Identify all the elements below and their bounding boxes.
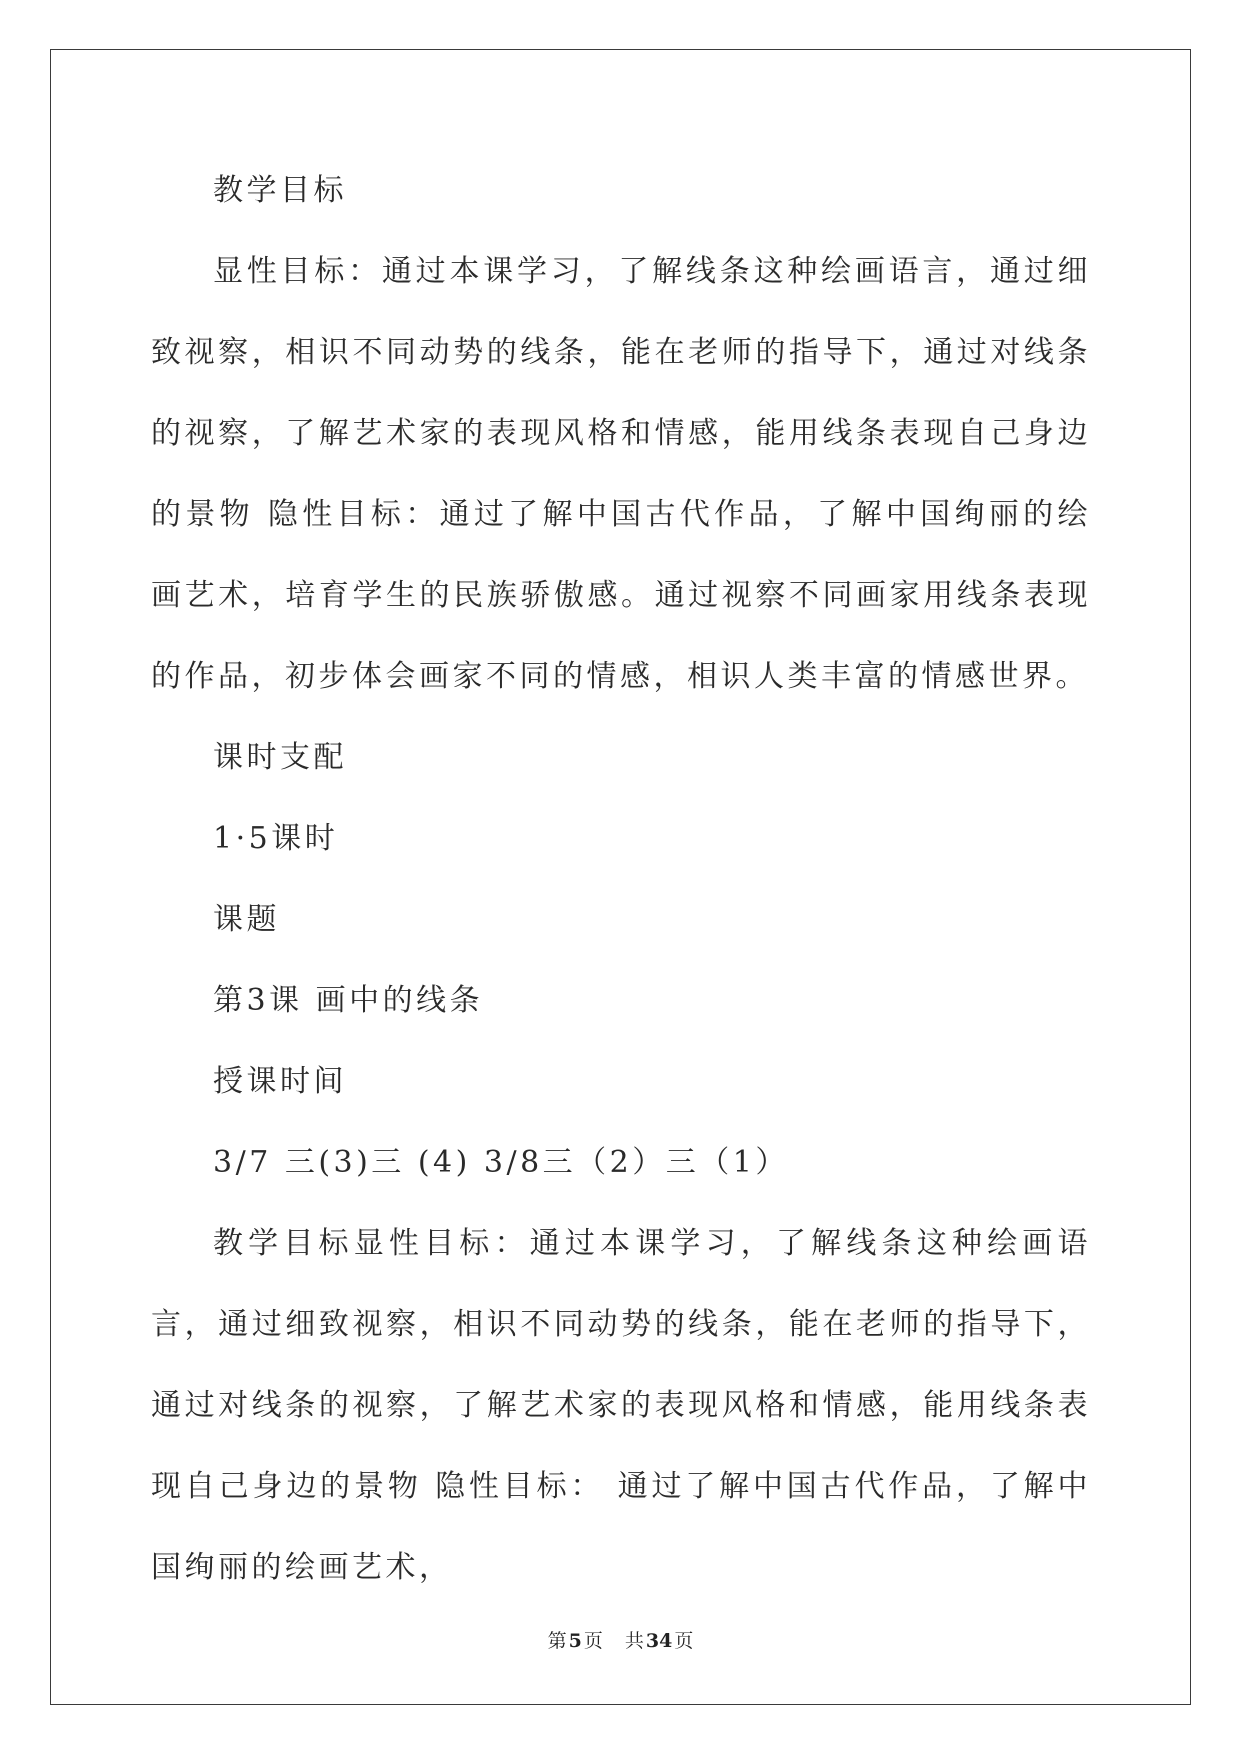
footer-page-number: 5 — [568, 1630, 582, 1652]
heading-lesson-topic: 课题 — [213, 902, 280, 937]
heading-teaching-goals: 教学目标 — [213, 173, 347, 208]
teaching-time-value: 3/7 三(3)三 (4) 3/8三（2）三（1） — [213, 1145, 789, 1180]
footer-total-pages: 34 — [645, 1630, 673, 1652]
document-body — [151, 150, 1091, 1608]
class-hours-value: 1·5课时 — [213, 821, 339, 856]
heading-teaching-time: 授课时间 — [213, 1064, 347, 1099]
footer-page-prefix: 第 — [547, 1630, 567, 1652]
footer-total-prefix: 共 — [624, 1630, 644, 1652]
paragraph-goals-detail: 显性目标：通过本课学习，了解线条这种绘画语言，通过细致视察，相识不同动势的线条，能在老师的指导下，通过对线条的视察，了解艺术家的表现风格和情感，能用线条表现自己身边的景物 隐性目标：通过了解中国古代作品，了解中国绚丽的绘画艺术，培育学生的民族骄傲感。通过视察不同画家用线条表现的作品，初步体会画家不同的情感，相识人类丰富的情感世界。 — [151, 254, 1091, 694]
lesson-topic-value: 第3课 画中的线条 — [213, 983, 484, 1018]
footer-page-suffix: 页 — [583, 1630, 603, 1652]
paragraph-goals-repeat: 教学目标显性目标：通过本课学习，了解线条这种绘画语言，通过细致视察，相识不同动势的线条，能在老师的指导下，通过对线条的视察，了解艺术家的表现风格和情感，能用线条表现自己身边的景物 隐性目标： 通过了解中国古代作品，了解中国绚丽的绘画艺术， — [151, 1226, 1091, 1585]
heading-class-hours: 课时支配 — [213, 740, 347, 775]
footer-total-suffix: 页 — [674, 1630, 694, 1652]
page-footer — [0, 1626, 1241, 1653]
